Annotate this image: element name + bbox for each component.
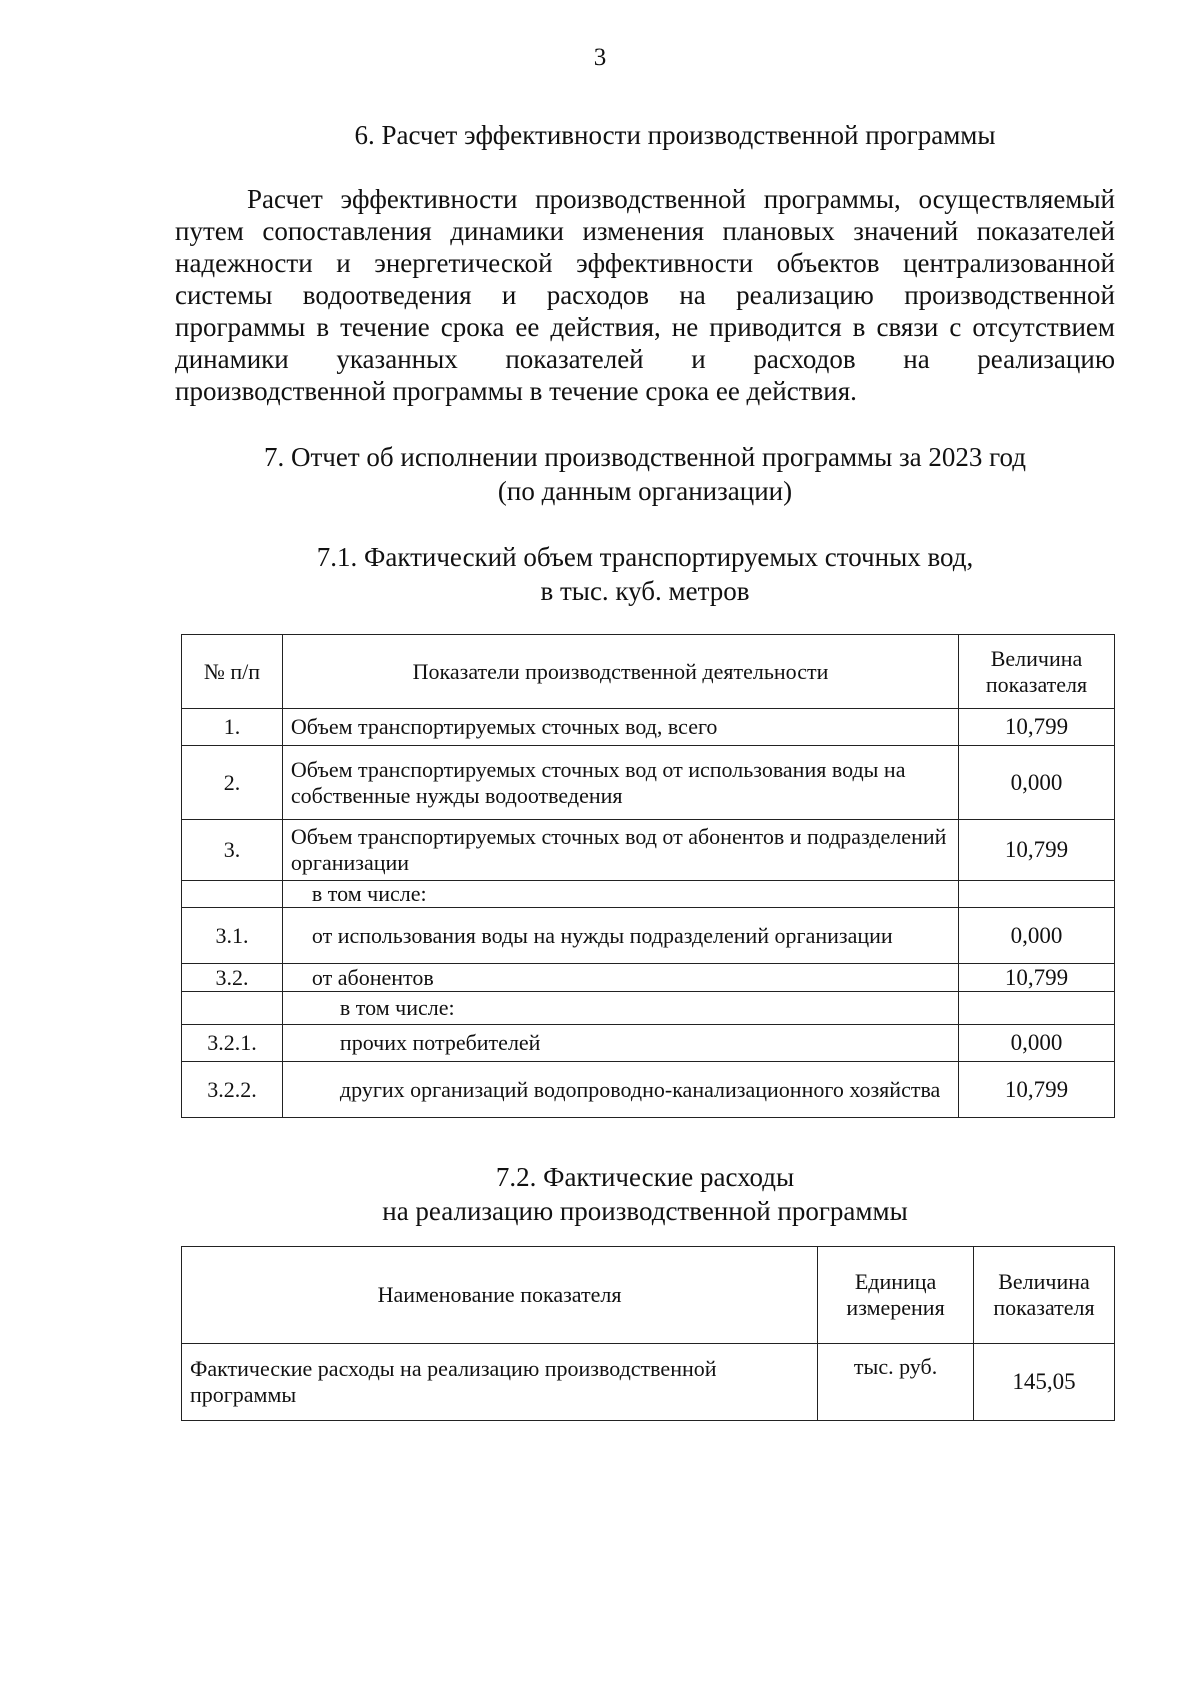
row-label: Объем транспортируемых сточных вод от абонентов и подразделений организации xyxy=(282,820,958,881)
row-value: 10,799 xyxy=(959,1062,1115,1118)
section-7-title-line2: (по данным организации) xyxy=(497,476,793,506)
row-value xyxy=(959,881,1115,908)
row-label: Объем транспортируемых сточных вод, всего xyxy=(282,709,958,746)
table-header-row xyxy=(182,1247,1115,1344)
row-value: 10,799 xyxy=(959,820,1115,881)
paragraph-line: системы водоотведения и расходов на реализацию производственной xyxy=(175,280,1115,310)
table-row xyxy=(182,908,1115,964)
table-row xyxy=(182,1025,1115,1062)
row-label: Фактические расходы на реализацию производственной программы xyxy=(182,1344,818,1421)
row-number: 1. xyxy=(182,709,283,746)
expenses-table xyxy=(181,1246,1115,1421)
row-number: 3.1. xyxy=(182,908,283,964)
table-header-row xyxy=(182,635,1115,709)
header-unit: Единица измерения xyxy=(818,1247,974,1344)
section-7-2-title-line1: 7.2. Фактические расходы xyxy=(495,1162,795,1192)
header-indicator: Показатели производственной деятельности xyxy=(282,635,958,709)
table-row xyxy=(182,992,1115,1025)
section-7-1-title-line1: 7.1. Фактический объем транспортируемых сточных вод, xyxy=(316,542,974,572)
row-label: в том числе: xyxy=(282,881,958,908)
row-number: 3.2.2. xyxy=(182,1062,283,1118)
section-7-title xyxy=(175,440,1115,508)
section-7-2-title xyxy=(175,1160,1115,1228)
row-number: 3.2. xyxy=(182,964,283,992)
section-6-title: 6. Расчет эффективности производственной программы xyxy=(354,120,996,150)
table-row xyxy=(182,964,1115,992)
row-value: 0,000 xyxy=(959,908,1115,964)
section-7-1-title-line2: в тыс. куб. метров xyxy=(540,576,750,606)
table-row xyxy=(182,1344,1115,1421)
row-value: 10,799 xyxy=(959,709,1115,746)
section-7-title-line1: 7. Отчет об исполнении производственной программы за 2023 год xyxy=(263,442,1027,472)
page-number: 3 xyxy=(593,44,607,71)
table-row xyxy=(182,1062,1115,1118)
row-value xyxy=(959,992,1115,1025)
section-6-paragraph xyxy=(175,183,1115,407)
row-label: других организаций водопроводно-канализационного хозяйства xyxy=(282,1062,958,1118)
paragraph-line: динамики указанных показателей и расходов на реализацию xyxy=(175,344,1115,374)
row-value: 145,05 xyxy=(974,1344,1115,1421)
row-label: от абонентов xyxy=(282,964,958,992)
wastewater-volume-table xyxy=(181,634,1115,1118)
row-number xyxy=(182,881,283,908)
row-value: 0,000 xyxy=(959,1025,1115,1062)
paragraph-line: Расчет эффективности производственной программы, осуществляемый xyxy=(247,184,1115,214)
paragraph-line: производственной программы в течение срока ее действия. xyxy=(175,376,857,406)
header-name: Наименование показателя xyxy=(182,1247,818,1344)
table-row xyxy=(182,709,1115,746)
header-value: Величина показателя xyxy=(974,1247,1115,1344)
table-row xyxy=(182,746,1115,820)
row-label: в том числе: xyxy=(282,992,958,1025)
paragraph-line: программы в течение срока ее действия, не приводится в связи с отсутствием xyxy=(175,312,1115,342)
table-row xyxy=(182,820,1115,881)
row-label: от использования воды на нужды подразделений организации xyxy=(282,908,958,964)
table-row xyxy=(182,881,1115,908)
header-value: Величина показателя xyxy=(959,635,1115,709)
row-label: Объем транспортируемых сточных вод от использования воды на собственные нужды водоотведения xyxy=(282,746,958,820)
paragraph-line: путем сопоставления динамики изменения плановых значений показателей xyxy=(175,216,1115,246)
section-7-1-title xyxy=(175,540,1115,608)
row-number xyxy=(182,992,283,1025)
section-7-2-title-line2: на реализацию производственной программы xyxy=(382,1196,908,1226)
row-number: 3.2.1. xyxy=(182,1025,283,1062)
row-number: 2. xyxy=(182,746,283,820)
row-label: прочих потребителей xyxy=(282,1025,958,1062)
row-unit: тыс. руб. xyxy=(818,1344,974,1421)
row-value: 10,799 xyxy=(959,964,1115,992)
row-value: 0,000 xyxy=(959,746,1115,820)
paragraph-line: надежности и энергетической эффективности объектов централизованной xyxy=(175,248,1115,278)
header-number: № п/п xyxy=(182,635,283,709)
row-number: 3. xyxy=(182,820,283,881)
